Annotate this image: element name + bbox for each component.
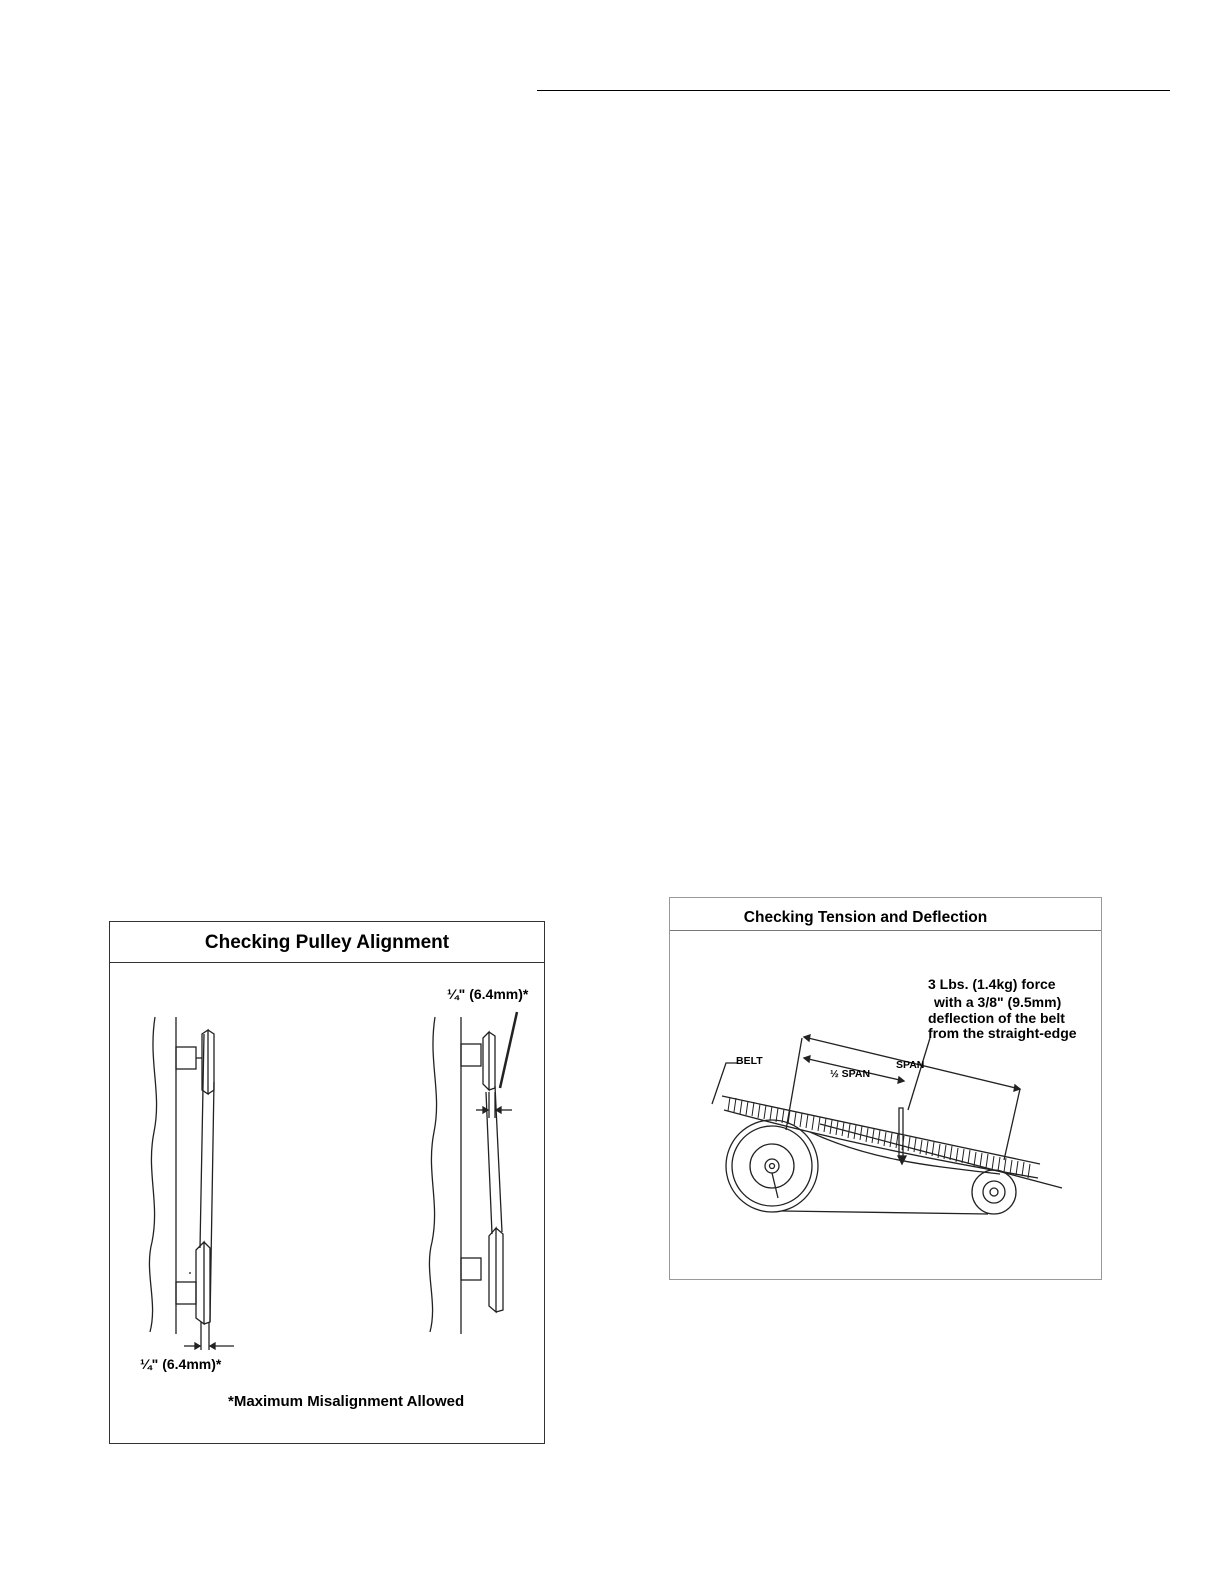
force-leader — [908, 1038, 930, 1110]
left-frame-wavy-edge — [149, 1017, 156, 1332]
pulley-figure-title: Checking Pulley Alignment — [204, 932, 450, 953]
tension-deflection-figure — [669, 897, 1102, 1280]
right-lower-hub — [461, 1258, 481, 1280]
belt-bottom-run — [782, 1211, 988, 1214]
right-leader-line — [500, 1012, 517, 1088]
right-frame-wavy-edge — [429, 1017, 436, 1332]
force-note-line-1: 3 Lbs. (1.4kg) force — [928, 976, 1056, 992]
force-note-line-2: with a 3/8" (9.5mm) — [934, 994, 1062, 1010]
top-right-misalignment-label: ¼" (6.4mm)* — [447, 986, 529, 1002]
tension-deflection-drawing — [670, 898, 1103, 1281]
large-pulley-rim — [732, 1126, 812, 1206]
left-upper-hub — [176, 1047, 196, 1069]
large-pulley-outer — [726, 1120, 818, 1212]
belt-label: BELT — [736, 1055, 763, 1067]
left-belt-2 — [210, 1082, 214, 1322]
belt-teeth — [728, 1097, 1030, 1178]
half-span-label: ½ SPAN — [830, 1068, 871, 1080]
straight-edge-line — [820, 1124, 1062, 1188]
right-upper-hub — [461, 1044, 481, 1066]
right-upper-pulley — [483, 1032, 495, 1090]
bottom-left-misalignment-label: ¼" (6.4mm)* — [140, 1356, 222, 1372]
large-pulley-hub — [750, 1144, 794, 1188]
pulley-alignment-figure — [109, 921, 545, 1444]
large-pulley-center — [765, 1159, 779, 1173]
span-label: SPAN — [896, 1059, 925, 1071]
small-pulley-outer — [972, 1170, 1016, 1214]
tension-figure-title: Checking Tension and Deflection — [743, 909, 988, 926]
force-note-line-3: deflection of the belt — [928, 1010, 1065, 1026]
left-lower-hub — [176, 1282, 196, 1304]
maximum-misalignment-footnote: *Maximum Misalignment Allowed — [228, 1393, 465, 1410]
small-pulley-inner — [983, 1181, 1005, 1203]
force-note-line-4: from the straight-edge — [928, 1025, 1077, 1041]
header-rule — [537, 90, 1170, 91]
belt-leader — [712, 1063, 738, 1104]
force-push-rod — [899, 1108, 903, 1156]
right-lower-pulley — [489, 1228, 503, 1312]
belt-upper-edge — [722, 1096, 1040, 1164]
left-lower-pulley — [196, 1242, 210, 1324]
